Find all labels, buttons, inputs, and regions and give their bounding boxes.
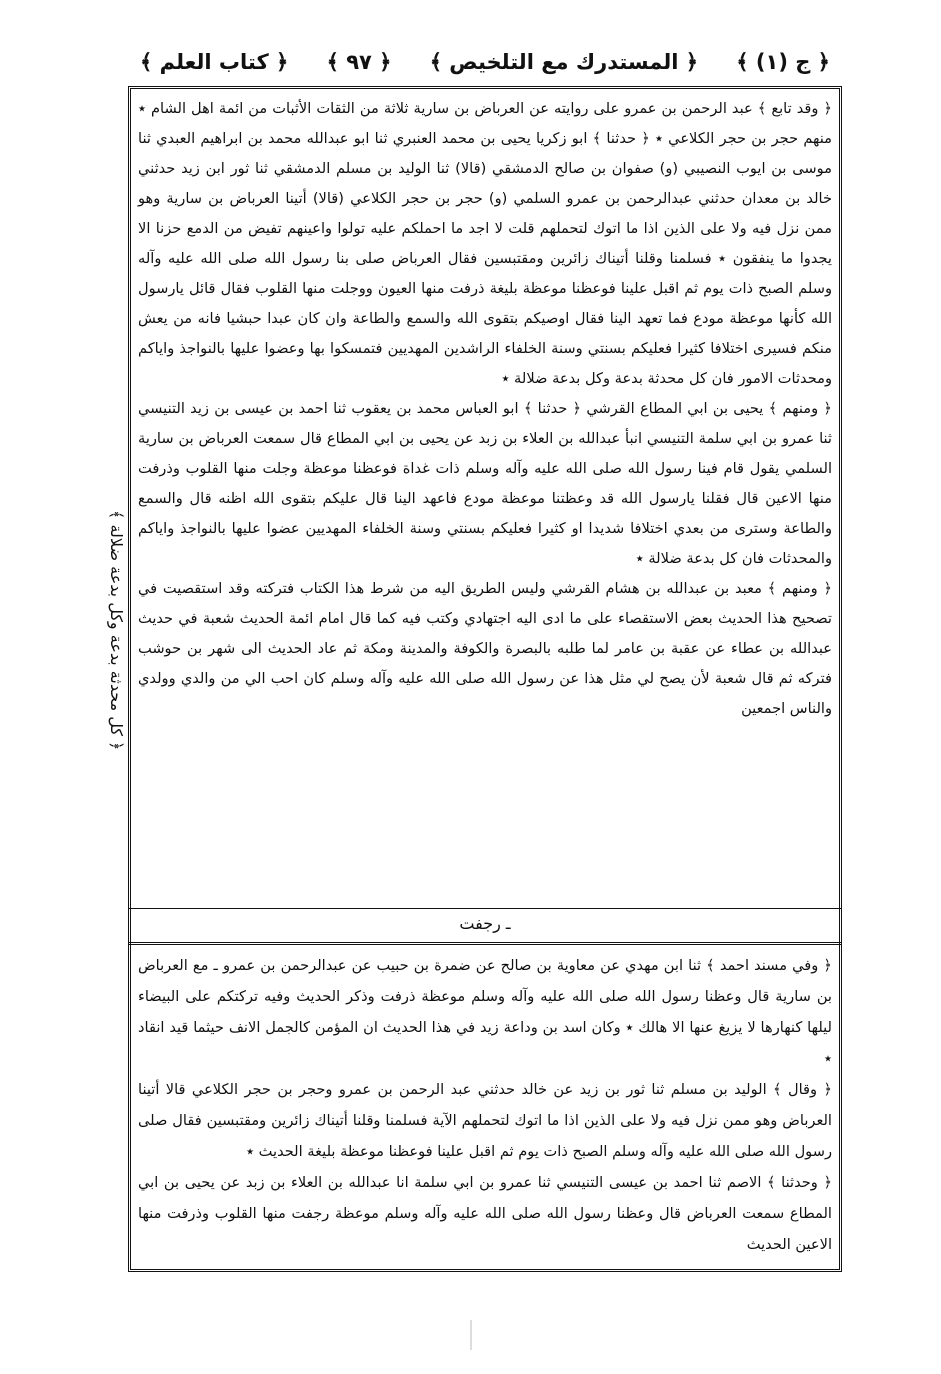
page-header xyxy=(140,44,830,80)
footnote-marker: ـ رجفت xyxy=(459,914,511,933)
footnote-divider-top xyxy=(128,908,842,909)
page-number: ﴿ ٩٧ ﴾ xyxy=(326,50,392,74)
paragraph: ﴿ وقد تابع ﴾ عبد الرحمن بن عمرو على روايته عن العرباض بن سارية ثلاثة من الثقات الأثبات من ائمة اهل الشام ٭ منهم حجر بن حجر الكلاعي ٭ ﴿ حدثنا ﴾ ابو زكريا يحيى بن محمد العنبري ثنا ابو عبدالله محمد بن ابراهيم العبدي ثنا موسى بن ايوب النصيبي (و) صفوان بن صالح الدمشقي (قالا) ثنا الوليد بن مسلم الدمشقي ثنا ثور ابن زيد حدثني خالد بن معدان حدثني عبدالرحمن بن عمرو السلمي (و) حجر بن حجر الكلاعي (قالا) أتينا العرباض بن سارية وهو ممن نزل فيه ولا على الذين اذا ما اتوك لتحملهم قلت لا اجد ما احملكم عليه تولوا واعينهم تفيض من الدمع حزنا الا يجدوا ما ينفقون ٭ فسلمنا وقلنا أتيناك زائرين ومقتبسين فقال العرباض صلى بنا رسول الله صلى الله عليه وآله وسلم الصبح ذات يوم ثم اقبل علينا فوعظنا موعظة بليغة ذرفت منها العيون ووجلت منها القلوب فقال قائل يارسول الله كأنها موعظة مودع فما تعهد الينا فقال اوصيكم بتقوى الله والسمع والطاعة وان كان عبدا حبشيا فانه من يعش منكم فسيرى اختلافا كثيرا فعليكم بسنتي وسنة الخلفاء الراشدين المهديين فتمسكوا بها وعضوا عليها بالنواجذ واياكم ومحدثات الامور فان كل محدثة بدعة وكل بدعة ضلالة ٭ xyxy=(138,100,832,387)
main-text xyxy=(138,94,832,724)
scan-mark xyxy=(470,1320,472,1350)
paragraph: ﴿ ومنهم ﴾ معبد بن عبدالله بن هشام القرشي وليس الطريق اليه من شرط هذا الكتاب فتركته وقد استقصيت في تصحيح هذا الحديث بعض الاستقصاء على ما ادى اليه اجتهادي وكتب فيه كما قال امام ائمة الحديث شعبة في حديث عبدالله بن عطاء عن عقبة بن عامر لما طلبه بالبصرة والكوفة والمدينة ومكة ثم عاد الحديث الى شهر بن حوشب فتركه ثم قال شعبة لأن يصح لي مثل هذا عن رسول الله صلى الله عليه وآله وسلم كان احب الي من والدي وولدي والناس اجمعين xyxy=(138,580,832,717)
book-title: ﴿ المستدرك مع التلخيص ﴾ xyxy=(429,50,699,74)
chapter-label: ﴿ كتاب العلم ﴾ xyxy=(140,50,289,74)
footnote-paragraph: ﴿ وفي مسند احمد ﴾ ثنا ابن مهدي عن معاوية بن صالح عن ضمرة بن حبيب عن عبدالرحمن بن عمرو ـ مع العرباض بن سارية قال وعظنا رسول الله صلى الله عليه وآله وسلم موعظة ذرفت وذكر الحديث وفيه تركتكم على البيضاء ليلها كنهارها لا يزيغ عنها الا هالك ٭ وكان اسد بن وداعة زيد في هذا الحديث ان المؤمن كالجمل الانف حيثما قيد انقاد ٭ xyxy=(138,957,832,1067)
margin-note: ﴿ كل محدثة بدعة وكل بدعة ضلالة ﴾ xyxy=(107,509,126,750)
footnote-paragraph: ﴿ وحدثنا ﴾ الاصم ثنا احمد بن عيسى التنيسي ثنا عمرو بن ابي سلمة انا عبدالله بن العلاء بن زبد عن يحيى بن ابي المطاع سمعت العرباض قال وعظنا رسول الله صلى الله عليه وآله وسلم موعظة رجفت منها القلوب وذرفت منها الاعين الحديث xyxy=(138,1174,832,1253)
footnote-divider-bottom xyxy=(128,942,842,945)
volume-label: ﴿ ج (١) ﴾ xyxy=(736,50,830,74)
paragraph: ﴿ ومنهم ﴾ يحيى بن ابي المطاع القرشي ﴿ حدثنا ﴾ ابو العباس محمد بن يعقوب ثنا احمد بن عيسى بن زيد التنيسي ثنا عمرو بن ابي سلمة التنيسي انبأ عبدالله بن العلاء بن زبد عن يحيى بن ابي المطاع قال سمعت العرباض بن سارية السلمي يقول قام فينا رسول الله صلى الله عليه وآله وسلم ذات غداة فوعظنا موعظة وجلت منها القلوب وذرفت منها الاعين قال فقلنا يارسول الله قد وعظتنا موعظة مودع فاعهد الينا قال عليكم بتقوى الله اظنه قال والسمع والطاعة وسترى من بعدي اختلافا شديدا او كثيرا فعليكم بسنتي وسنة الخلفاء المهديين عضوا عليها بالنواجذ واياكم والمحدثات فان كل بدعة ضلالة ٭ xyxy=(138,400,832,567)
footnote-text xyxy=(138,950,832,1260)
footnote-paragraph: ﴿ وقال ﴾ الوليد بن مسلم ثنا ثور بن زيد عن خالد حدثني عبد الرحمن بن عمرو وحجر بن حجر الكلاعي قالا أتينا العرباض وهو ممن نزل فيه ولا على الذين اذا ما اتوك لتحملهم الآية فسلمنا وقلنا أتيناك زائرين ومقتبسين فقال صلى رسول الله صلى الله عليه وآله وسلم الصبح ذات يوم ثم اقبل علينا فوعظنا موعظة بليغة الحديث ٭ xyxy=(138,1081,832,1160)
